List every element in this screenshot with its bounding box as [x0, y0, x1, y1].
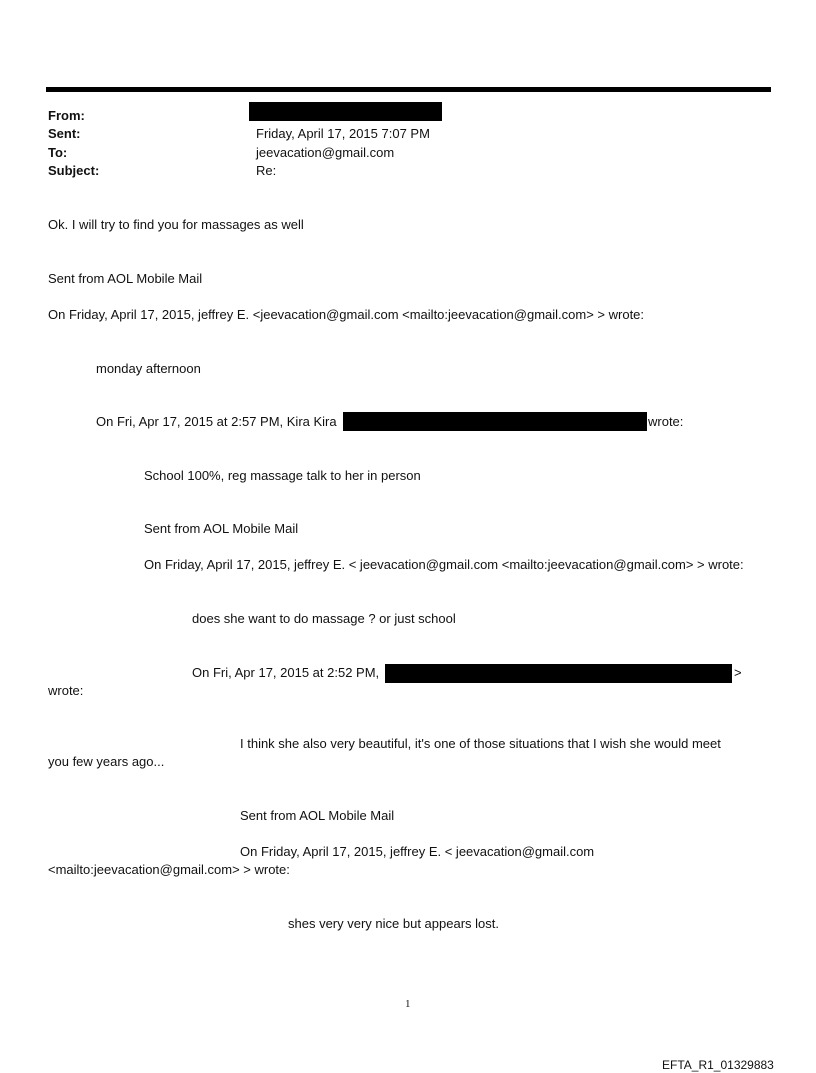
sent-value: Friday, April 17, 2015 7:07 PM	[256, 126, 430, 141]
signature-line: Sent from AOL Mobile Mail	[144, 521, 299, 536]
quoted-line: I think she also very beautiful, it's one of those situations that I wish she would meet	[240, 736, 721, 751]
quote-header: On Fri, Apr 17, 2015 at 2:52 PM,	[192, 665, 380, 680]
page-number: 1	[405, 998, 411, 1010]
quoted-line: monday afternoon	[96, 361, 201, 376]
to-label: To:	[48, 145, 68, 160]
quote-header: On Fri, Apr 17, 2015 at 2:57 PM, Kira Kira	[96, 414, 337, 429]
quoted-line: shes very very nice but appears lost.	[288, 916, 499, 931]
body-line: Ok. I will try to find you for massages as well	[48, 217, 304, 232]
header-rule	[46, 87, 771, 92]
bates-number: EFTA_R1_01329883	[662, 1058, 774, 1072]
signature-line: Sent from AOL Mobile Mail	[48, 271, 203, 286]
redacted-email	[385, 664, 732, 683]
subject-label: Subject:	[48, 163, 100, 178]
quote-header: On Friday, April 17, 2015, jeffrey E. < jeevacation@gmail.com	[240, 844, 595, 859]
from-label: From:	[48, 108, 85, 123]
quote-header: On Friday, April 17, 2015, jeffrey E. <jeevacation@gmail.com <mailto:jeevacation@gmail.com> > wrote:	[48, 307, 645, 322]
signature-line: Sent from AOL Mobile Mail	[240, 808, 395, 823]
quoted-line: does she want to do massage ? or just school	[192, 611, 456, 626]
quote-header: <mailto:jeevacation@gmail.com> > wrote:	[48, 862, 290, 877]
quote-header-bracket: >	[734, 665, 742, 680]
quoted-line: School 100%, reg massage talk to her in person	[144, 468, 421, 483]
quote-header-wrote: wrote:	[648, 414, 684, 429]
quote-header-wrote: wrote:	[48, 683, 84, 698]
redacted-sender	[249, 102, 442, 121]
quoted-line: you few years ago...	[48, 754, 165, 769]
sent-label: Sent:	[48, 126, 81, 141]
to-value: jeevacation@gmail.com	[256, 145, 395, 160]
quote-header: On Friday, April 17, 2015, jeffrey E. < jeevacation@gmail.com <mailto:jeevacation@gmail.com> > wrote:	[144, 557, 744, 572]
redacted-email	[343, 412, 647, 431]
subject-value: Re:	[256, 163, 277, 178]
